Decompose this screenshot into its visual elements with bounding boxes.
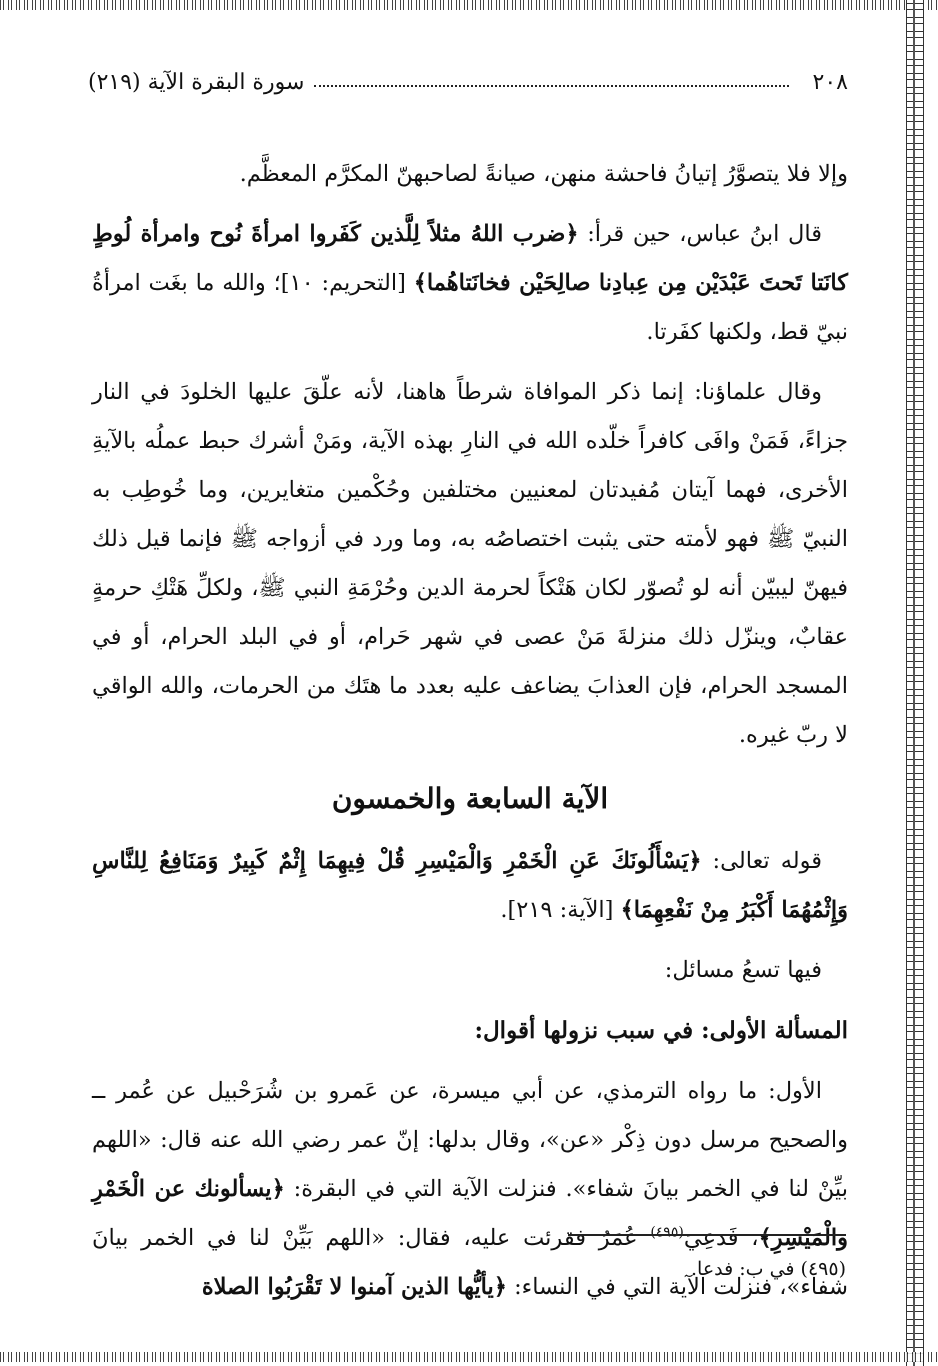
quran-verse-nisa: ﴿يأيُّها الذين آمنوا لا تَقْرَبُوا الصلاة <box>201 1274 507 1300</box>
paragraph-5 <box>92 946 848 995</box>
page-number: ٢٠٨ <box>812 69 848 95</box>
paragraph-2-intro: قال ابنُ عباس، حين قرأ: <box>587 221 822 247</box>
verse-reference-tahrim: [التحريم: ١٠]؛ <box>273 270 406 296</box>
verse-reference-baqarah: [الآية: ٢١٩]. <box>500 897 614 923</box>
quran-verse-khamr: ﴿يسألونك عن الْخَمْرِ والْمَيْسِرِ﴾ <box>92 1176 849 1251</box>
page-border-top <box>0 0 938 10</box>
quran-verse-tahrim: ﴿ضرب اللهُ مثلاً لِلَّذين كَفَروا امرأةَ نُوح وامرأة لُوطٍ كانَتا تَحتَ عَبْدَيْن مِن عِبادِنا صالِحَيْن فخانَتاهُما﴾ <box>92 221 848 296</box>
paragraph-4-intro: قوله تعالى: <box>712 848 822 874</box>
header-dot-leader <box>314 85 788 87</box>
page-border-bottom <box>0 1352 938 1362</box>
section-title: الآية السابعة والخمسون <box>331 782 609 815</box>
paragraph-5-text: فيها تسعُ مسائل: <box>664 957 822 983</box>
paragraph-6-part-a: الأول: ما رواه الترمذي، عن أبي ميسرة، عن عَمرو بن شُرَحْبيل عن عُمر ــ والصحيح مرسل دون ذِكْر «عن»، وقال بدلها: إنّ عمر رضي الله عنه قال: «اللهم بيِّنْ لنا في الخمر بيانَ شفاء». فنزلت الآية التي في البقرة: <box>92 1078 848 1202</box>
paragraph-6-part-b: ، فَدعِيَ <box>683 1225 759 1251</box>
paragraph-6-part-c: عُمَرُ فقرئت عليه، فقال: «اللهم بَيِّنْ لنا في الخمر بيانَ شفاء»، فنزلت الآية التي في النساء: <box>92 1225 848 1300</box>
footnote: (٤٩٥) في ب: فدعا. <box>690 1258 846 1280</box>
paragraph-1 <box>92 150 848 199</box>
page-body <box>92 150 848 1323</box>
paragraph-2 <box>92 210 848 357</box>
quran-verse-baqarah: ﴿يَسْأَلُونَكَ عَنِ الْخَمْرِ وَالْمَيْسِرِ قُلْ فِيهِمَا إِثْمٌ كَبِيرٌ وَمَنَافِعُ لِلنَّاسِ وَإِثْمُهُمَا أَكْبَرُ مِنْ نَفْعِهِمَا﴾ <box>92 848 848 923</box>
issue-heading: المسألة الأولى: في سبب نزولها أقوال: <box>474 1017 848 1044</box>
paragraph-3 <box>92 368 848 760</box>
page-header <box>88 62 848 102</box>
footnote-separator <box>568 1234 846 1236</box>
page-border-side <box>906 0 924 1366</box>
footnote-reference[interactable]: (٤٩٥) <box>650 1224 684 1241</box>
running-title: سورة البقرة الآية (٢١٩) <box>88 69 305 95</box>
paragraph-4 <box>92 837 848 935</box>
paragraph-1-text: وإلا فلا يتصوَّرُ إتيانُ فاحشة منهن، صيانةً لصاحبهنّ المكرَّم المعظَّم. <box>239 161 848 187</box>
paragraph-3-text: وقال علماؤنا: إنما ذكر الموافاة شرطاً هاهنا، لأنه علّقَ عليها الخلودَ في النار جزاءً، فَمَنْ وافَى كافراً خلّده الله في النارِ بهذه الآية، ومَنْ أشرك حبط عملُه بالآيةِ الأخرى، فهما آيتان مُفيدتان لمعنيين مختلفين وحُكْمين متغايرين، وما خُوطِب به النبيّ ﷺ فهو لأمته حتى يثبت اختصاصُه به، وما ورد في أزواجه ﷺ فإنما قيل ذلك فيهنّ ليبيّن أنه لو تُصوّر لكان هَتْكاً لحرمة الدين وحُرْمَةِ النبي ﷺ، ولكلِّ هَتْكِ حرمةٍ عقابٌ، وينزّل ذلك منزلةَ مَنْ عصى في شهر حَرام، أو في البلد الحرام، أو في المسجد الحرام، فإن العذابَ يضاعف عليه بعدد ما هتَك من الحرمات، والله الواقي لا ربّ غيره. <box>92 379 848 748</box>
paragraph-2-rest: والله ما بغَت امرأةُ نبيّ قط، ولكنها كفَرتا. <box>92 270 848 345</box>
